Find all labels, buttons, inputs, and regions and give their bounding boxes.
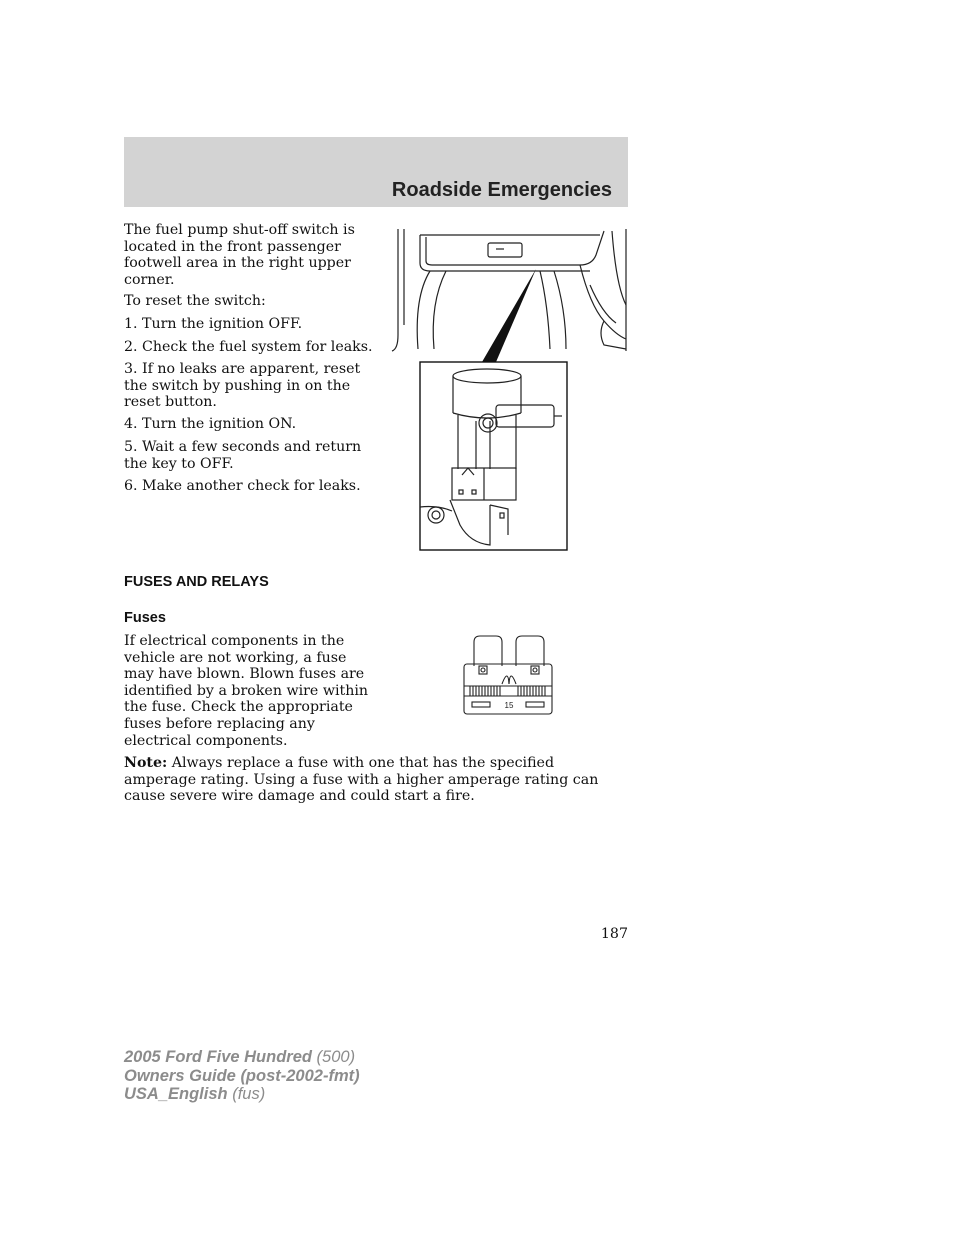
fuses-paragraph: If electrical components in the vehicle are not working, a fuse may have blown. Blown fuses are identified by a broken wire within the fuse. Check the appropriate fuses before replacing any electrical components. [124,633,369,749]
document-footer [124,1048,360,1104]
footer-line-2 [124,1067,360,1086]
step-4: 4. Turn the ignition ON. [124,416,297,432]
footer-language-code: (fus) [227,1085,266,1103]
footer-language: USA_English [124,1085,228,1103]
footer-model: 2005 Ford Five Hundred [124,1048,312,1066]
section-header [124,137,628,207]
step-1: 1. Turn the ignition OFF. [124,316,303,332]
intro-paragraph: The fuel pump shut-off switch is located in the front passenger footwell area in the right upper corner. [124,222,355,288]
page-number: 187 [600,926,628,942]
footer-guide: Owners Guide (post-2002-fmt) [124,1066,360,1085]
section-subheading: Fuses [124,610,166,626]
footer-model-code: (500) [311,1048,356,1066]
note-text: Always replace a fuse with one that has the specified amperage rating. Using a fuse with a higher amperage rating can cause severe wire damage and could start a fire. [124,755,599,805]
reset-label: To reset the switch: [124,293,266,309]
fuel-pump-switch-illustration [390,225,630,555]
footer-line-3 [124,1085,360,1104]
note-paragraph [124,755,629,805]
section-heading: FUSES AND RELAYS [124,574,269,590]
step-5: 5. Wait a few seconds and return the key to OFF. [124,439,362,472]
footer-line-1 [124,1048,360,1067]
fuse-rating-label: 15 [504,701,514,710]
step-6: 6. Make another check for leaks. [124,478,361,494]
fuse-illustration [462,634,556,716]
section-title: Roadside Emergencies [391,179,612,201]
step-3: 3. If no leaks are apparent, reset the switch by pushing in on the reset button. [124,361,361,411]
note-label: Note: [124,755,168,771]
step-2: 2. Check the fuel system for leaks. [124,339,373,355]
